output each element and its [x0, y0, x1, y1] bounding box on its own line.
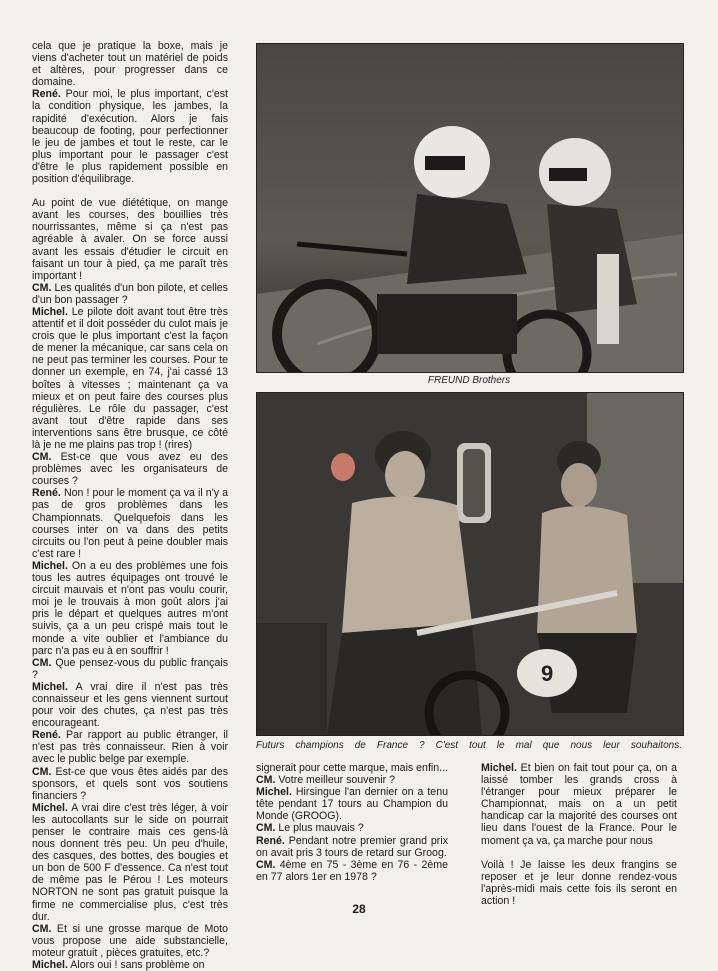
- paragraph: [32, 560, 228, 657]
- speaker-name: Michel.: [32, 305, 68, 318]
- paragraph: [481, 859, 677, 907]
- paragraph: [256, 822, 448, 834]
- paragraph-text: Hirsingue l'an dernier on a tenu tête pendant 17 tours au Champion du Monde (GROOG).: [256, 786, 448, 823]
- speaker-name: René.: [32, 88, 61, 101]
- paragraph-text: A vrai dire il n'est pas très connaisseur et les gens viennent surtout pour voir des chutes, ça n'est pas très encourageant.: [32, 680, 229, 730]
- paragraph: [32, 959, 228, 971]
- middle-text-column: [256, 762, 448, 883]
- paragraph: [256, 774, 448, 786]
- speaker-name: Michel.: [32, 680, 68, 693]
- speaker-name: Michel.: [32, 801, 68, 814]
- paragraph-text: Et bien on fait tout pour ça, on a laissé tomber les grands cross à l'étranger pour mieux préparer le Championnat, mais on a un petit handicap car la majorité des courses ont lieu dans l'ouest de la France. Pour le moment ça va, ça marche pour nous: [481, 762, 677, 847]
- paragraph: [32, 681, 228, 729]
- speaker-name: CM.: [256, 822, 276, 835]
- speaker-name: CM.: [32, 451, 52, 464]
- speaker-name: CM.: [256, 774, 276, 787]
- paragraph: [32, 657, 228, 681]
- speaker-name: CM.: [32, 922, 52, 935]
- paragraph-text: Non ! pour le moment ça va il n'y a pas de gros problèmes dans les Championnats. Quelquefois dans les courses inter on va dans des petits circuits ou l'on peut à peine doubler mais c'est rare !: [32, 487, 228, 560]
- paragraph: [32, 766, 228, 802]
- paragraph-text: Pour moi, le plus important, c'est la condition physique, les jambes, la rapidité d'exécution. Alors je fais beaucoup de footing, pour perfectionner le jeu de jambes et tout le reste, car le plus important pour le passager c'est d'être le plus rapidement possible en position d'équilibrage.: [32, 88, 229, 186]
- speaker-name: CM.: [32, 656, 52, 669]
- right-text-column: [481, 762, 677, 907]
- paragraph-text: Votre meilleur souvenir ?: [278, 774, 395, 787]
- paragraph-text: cela que je pratique la boxe, mais je viens d'acheter tout un matériel de poids et altères, pour progresser dans ce domaine.: [32, 40, 228, 89]
- brothers-photo-art: [257, 393, 683, 735]
- paragraph-text: Le pilote doit avant tout être très attentif et il doit posséder du culot mais je crois que le plus important c'est la façon de mener la mécanique, car sans cela on ne peut pas terminer les courses. Pour te donner un exemple, en 74, j'ai cassé 13 boîtes à vitesses ; maintenant ça va mieux et on peut faire des courses plus régulières. Le rôle du passager, c'est avant tout d'être rapide dans ses interventions sans être brusque, ce côté là je ne me plains pas trop ! (rires): [32, 305, 228, 451]
- speaker-name: Michel.: [32, 959, 68, 971]
- paragraph: [256, 835, 448, 859]
- speaker-name: René.: [32, 729, 61, 742]
- paragraph: [32, 306, 228, 451]
- paragraph-text: Alors oui ! sans problème on: [70, 959, 205, 971]
- paragraph-text: Voilà ! Je laisse les deux frangins se reposer et je leur donne rendez-vous l'après-midi mais cette fois ils seront en action !: [481, 858, 677, 907]
- paragraph: [32, 197, 228, 282]
- paragraph-text: Par rapport au public étranger, il n'est pas très connaisseur. Rien à voir avec le public belge par exemple.: [32, 729, 228, 766]
- paragraph-text: signerait pour cette marque, mais enfin...: [256, 762, 448, 774]
- paragraph: [256, 786, 448, 822]
- speaker-name: Michel.: [32, 559, 68, 572]
- sidecar-photo-art: [257, 44, 683, 372]
- speaker-name: René.: [32, 487, 61, 500]
- paragraph: [256, 859, 448, 883]
- paragraph: [32, 40, 228, 88]
- speaker-name: CM.: [32, 765, 52, 778]
- paragraph-text: Est-ce que vous êtes aidés par des sponsors, et quels sont vos soutiens financiers ?: [32, 765, 228, 802]
- paragraph: [481, 762, 677, 847]
- photo-brothers: [256, 392, 684, 736]
- paragraph-text: Le plus mauvais ?: [278, 822, 364, 835]
- speaker-name: Michel.: [256, 786, 292, 799]
- speaker-name: Michel.: [481, 762, 517, 774]
- paragraph: [32, 487, 228, 560]
- paragraph-text: Que pensez-vous du public français ?: [32, 656, 228, 681]
- speaker-name: CM.: [32, 281, 52, 294]
- paragraph-text: A vrai dire c'est très léger, à voir les autocollants sur le side on pourrait penser le contraire mais ces gens-là nous donnent très peu. Un peu d'huile, des casques, des bottes, des bougies et un bon de 500 F d'essence. Ca n'est tout de même pas le Pérou ! Les moteurs NORTON ne sont pas gratuit puisque la firme ne commercialise plus, c'est très dur.: [32, 801, 229, 923]
- paragraph-text: Au point de vue diététique, on mange avant les courses, des bouillies très nourrissantes, même si ça n'est pas agréable à avaler. On se force aussi avant les essais d'étudier le circuit en faisant un tour à pied, ça me paraît très important !: [32, 197, 228, 282]
- paragraph-text: Les qualités d'un bon pilote, et celles d'un bon passager ?: [32, 281, 228, 306]
- photo-bottom-caption: Futurs champions de France ? C'est tout le mal que nous leur souhaitons.: [256, 740, 682, 751]
- paragraph-text: Et si une grosse marque de Moto vous propose une aide substancielle, moteur gratuit , pièces gratuites, etc.?: [32, 922, 229, 959]
- paragraph-text: 4ème en 75 - 3ème en 76 - 2ème en 77 alors 1er en 1978 ?: [256, 858, 448, 883]
- speaker-name: René.: [256, 834, 285, 847]
- speaker-name: CM.: [256, 858, 276, 871]
- paragraph-text: Pendant notre premier grand prix on avait pris 3 tours de retard sur Groog.: [256, 834, 448, 859]
- paragraph: [32, 729, 228, 765]
- paragraph: [32, 88, 228, 185]
- photo-sidecar-racers: [256, 43, 684, 373]
- left-text-column: [32, 40, 228, 971]
- paragraph-text: On a eu des problèmes une fois tous les autres équipages ont trouvé le circuit mauvais et n'ont pas voulu courir, moi je le trouvais à mon goût alors j'ai pris le départ et quelques autres m'ont suivis, ça a un peu crispé mais tout le monde a vite oublier et l'ambiance du parc n'a pas eu à en souffrir !: [32, 559, 228, 657]
- paragraph-gap: [481, 847, 677, 859]
- paragraph: [32, 923, 228, 959]
- paragraph: [256, 762, 448, 774]
- svg-text:9: 9: [541, 661, 554, 686]
- paragraph: [32, 282, 228, 306]
- paragraph-text: Est-ce que vous avez eu des problèmes avec les organisateurs de courses ?: [32, 451, 228, 488]
- paragraph: [32, 451, 228, 487]
- page-number: 28: [352, 902, 366, 916]
- photo-top-caption: FREUND Brothers: [427, 375, 511, 386]
- paragraph-gap: [32, 185, 228, 197]
